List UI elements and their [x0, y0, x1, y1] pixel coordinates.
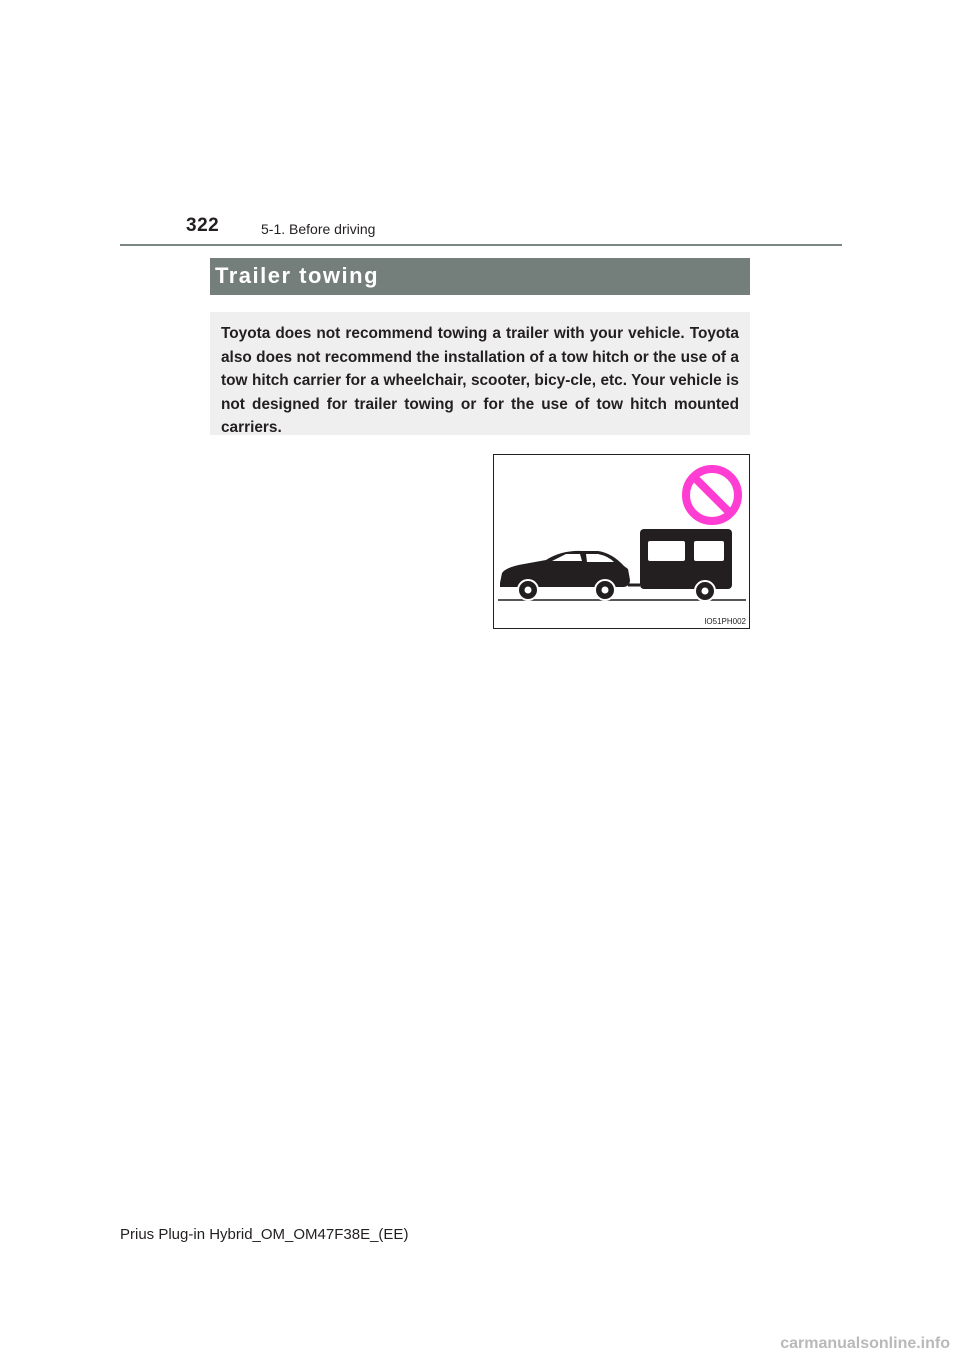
trailer-window: [648, 541, 685, 561]
section-label: 5-1. Before driving: [261, 221, 376, 237]
page-number: 322: [186, 215, 220, 236]
section-title: Trailer towing: [215, 263, 380, 288]
note-box: [210, 312, 750, 435]
note-text: Toyota does not recommend towing a trailer with your vehicle. Toyota also does not recommend the installation of a tow hitch or the use of a tow hitch carrier for a wheelchair, scooter, bicy-cle, etc. Your vehicle is not designed for trailer towing or for the use of tow hitch mounted carriers.: [221, 325, 739, 436]
prohibition-icon: [686, 469, 738, 521]
watermark: carmanualsonline.info: [780, 1335, 950, 1352]
figure-code: IO51PH002: [704, 617, 746, 626]
section-title-bar: [210, 258, 750, 295]
footer-document-id: Prius Plug-in Hybrid_OM_OM47F38E_(EE): [120, 1226, 409, 1243]
trailer-towing-figure: [493, 454, 750, 629]
car-towing-trailer-illustration: [494, 455, 749, 628]
header-divider: [120, 244, 842, 246]
trailer-window: [694, 541, 724, 561]
